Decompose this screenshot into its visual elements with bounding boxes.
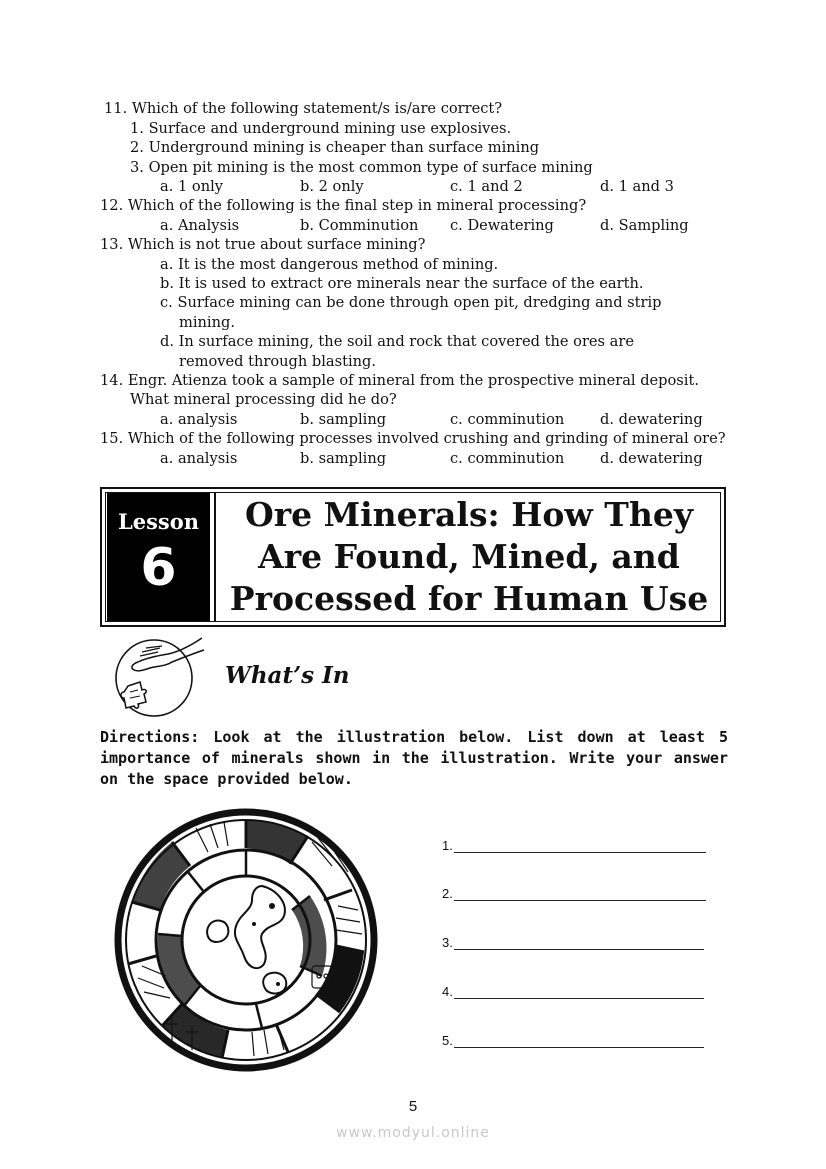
- question-13-stem: 13. Which is not true about surface mining?: [100, 236, 426, 253]
- answer-blank-3[interactable]: [454, 937, 704, 950]
- question-11-statement-1: 1. Surface and underground mining use explosives.: [130, 120, 512, 137]
- question-14-option-c: c. comminution: [450, 411, 565, 428]
- question-15-option-d: d. dewatering: [600, 450, 703, 467]
- answer-line-3[interactable]: [442, 935, 704, 950]
- lesson-number: 6: [140, 538, 177, 598]
- question-13-choice-c-cont: mining.: [179, 314, 235, 331]
- answer-line-1[interactable]: [442, 838, 706, 853]
- directions-text: Directions: Look at the illustration below. List down at least 5 importance of minerals shown in the illustration. Write your answer on the space provided below.: [100, 728, 728, 788]
- question-11-statement-3: 3. Open pit mining is the most common type of surface mining: [130, 159, 593, 176]
- lesson-word: Lesson: [117, 509, 200, 534]
- question-13-choice-d: d. In surface mining, the soil and rock that covered the ores are: [160, 333, 634, 350]
- question-11-stem: 11. Which of the following statement/s is/are correct?: [104, 100, 503, 117]
- hand-puzzle-icon: [110, 632, 206, 722]
- question-14-option-d: d. dewatering: [600, 411, 703, 428]
- page-number: 5: [408, 1098, 418, 1115]
- question-12-stem: 12. Which of the following is the final step in mineral processing?: [100, 197, 587, 214]
- answer-number-3: 3.: [442, 935, 453, 950]
- question-13-choice-b: b. It is used to extract ore minerals near the surface of the earth.: [160, 275, 644, 292]
- answer-number-2: 2.: [442, 886, 453, 901]
- question-13-choice-d-cont: removed through blasting.: [179, 353, 377, 370]
- question-11-statement-2: 2. Underground mining is cheaper than surface mining: [130, 139, 540, 156]
- whats-in-heading: What’s In: [225, 662, 350, 689]
- question-12-option-d: d. Sampling: [600, 217, 689, 234]
- question-14-option-a: a. analysis: [160, 411, 238, 428]
- question-12-option-a: a. Analysis: [160, 217, 240, 234]
- question-11-option-d: d. 1 and 3: [600, 178, 674, 195]
- answer-blank-2[interactable]: [454, 888, 706, 901]
- question-15-stem: 15. Which of the following processes involved crushing and grinding of mineral ore?: [100, 430, 726, 447]
- question-11-option-a: a. 1 only: [160, 178, 223, 195]
- answer-blank-5[interactable]: [454, 1035, 704, 1048]
- question-11-option-b: b. 2 only: [300, 178, 364, 195]
- question-15-option-c: c. comminution: [450, 450, 565, 467]
- question-15-option-b: b. sampling: [300, 450, 387, 467]
- answer-blank-4[interactable]: [454, 986, 704, 999]
- question-15-option-a: a. analysis: [160, 450, 238, 467]
- answer-line-5[interactable]: [442, 1033, 704, 1048]
- answer-line-4[interactable]: [442, 984, 704, 999]
- watermark: www.modyul.online: [336, 1125, 490, 1141]
- minerals-illustration: [112, 806, 380, 1074]
- question-14-option-b: b. sampling: [300, 411, 387, 428]
- question-13-choice-a: a. It is the most dangerous method of mining.: [160, 256, 499, 273]
- lesson-title: Ore Minerals: How They Are Found, Mined, and Processed for Human Use: [214, 493, 722, 621]
- question-13-choice-c: c. Surface mining can be done through open pit, dredging and strip: [160, 294, 662, 311]
- answer-number-4: 4.: [442, 984, 453, 999]
- question-12-option-b: b. Comminution: [300, 217, 419, 234]
- answer-blank-1[interactable]: [454, 840, 706, 853]
- question-14-stem-cont: What mineral processing did he do?: [130, 391, 397, 408]
- answer-number-1: 1.: [442, 838, 453, 853]
- lesson-header: [100, 487, 726, 627]
- question-12-option-c: c. Dewatering: [450, 217, 554, 234]
- answer-line-2[interactable]: [442, 886, 706, 901]
- question-14-stem: 14. Engr. Atienza took a sample of mineral from the prospective mineral deposit.: [100, 372, 699, 389]
- answer-number-5: 5.: [442, 1033, 453, 1048]
- question-11-option-c: c. 1 and 2: [450, 178, 523, 195]
- lesson-badge: [107, 493, 210, 621]
